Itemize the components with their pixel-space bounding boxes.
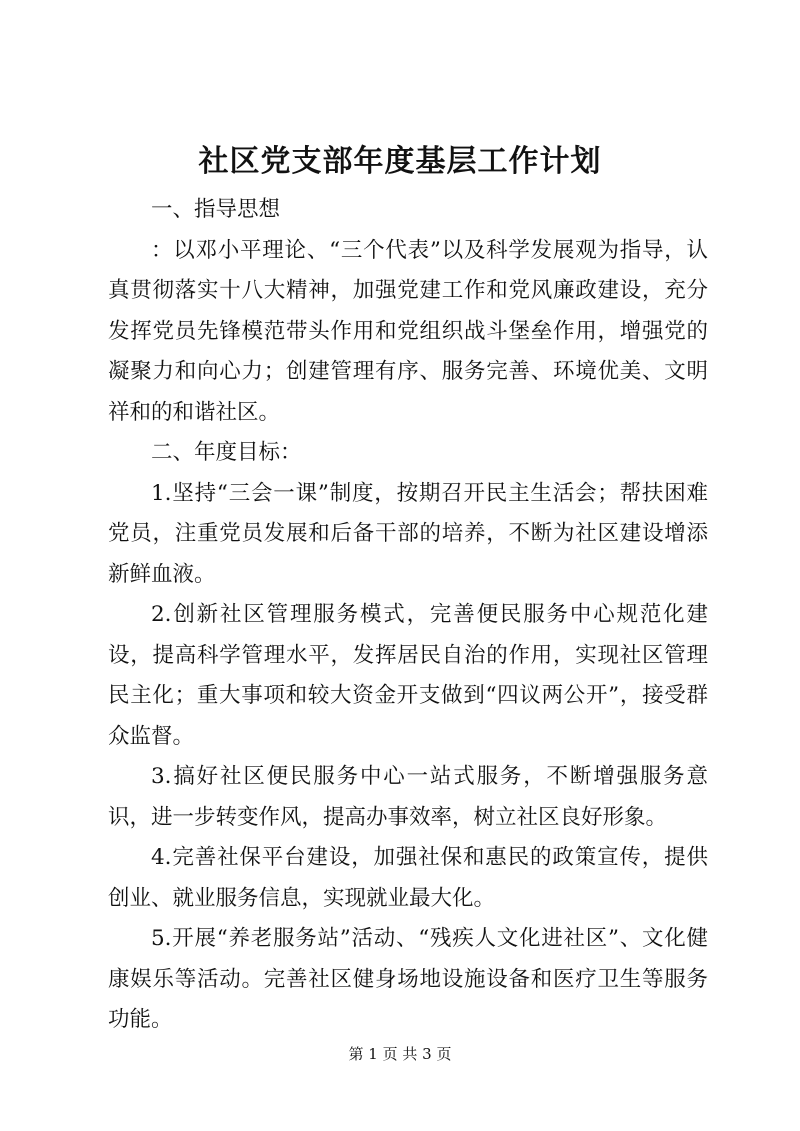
goal-item-1: 1.坚持“三会一课”制度，按期召开民主生活会；帮扶困难党员，注重党员发展和后备干部的培养，不断为社区建设增添新鲜血液。 — [108, 480, 708, 587]
document-title: 社区党支部年度基层工作计划 — [198, 144, 602, 179]
page-number-footer: 第 1 页 共 3 页 — [348, 1045, 452, 1063]
section-heading-annual-goals: 二、年度目标： — [151, 440, 302, 465]
document-body — [108, 190, 708, 1041]
goal-item-3: 3.搞好社区便民服务中心一站式服务，不断增强服务意识，进一步转变作风，提高办事效率，树立社区良好形象。 — [108, 764, 708, 830]
goal-item-5: 5.开展“养老服务站”活动、“残疾人文化进社区”、文化健康娱乐等活动。完善社区健身场地设施设备和医疗卫生等服务功能。 — [108, 926, 708, 1032]
goal-item-4: 4.完善社保平台建设，加强社保和惠民的政策宣传，提供创业、就业服务信息，实现就业最大化。 — [108, 845, 708, 911]
goal-item-2: 2.创新社区管理服务模式，完善便民服务中心规范化建设，提高科学管理水平，发挥居民自治的作用，实现社区管理民主化；重大事项和较大资金开支做到“四议两公开”，接受群众监督。 — [108, 602, 708, 749]
section-heading-guiding-thought: 一、指导思想 — [151, 197, 281, 222]
paragraph-guiding-thought: ：以邓小平理论、“三个代表”以及科学发展观为指导，认真贯彻落实十八大精神，加强党建工作和党风廉政建设，充分发挥党员先锋模范带头作用和党组织战斗堡垒作用，增强党的凝聚力和向心力；创建管理有序、服务完善、环境优美、文明祥和的和谐社区。 — [108, 237, 708, 425]
